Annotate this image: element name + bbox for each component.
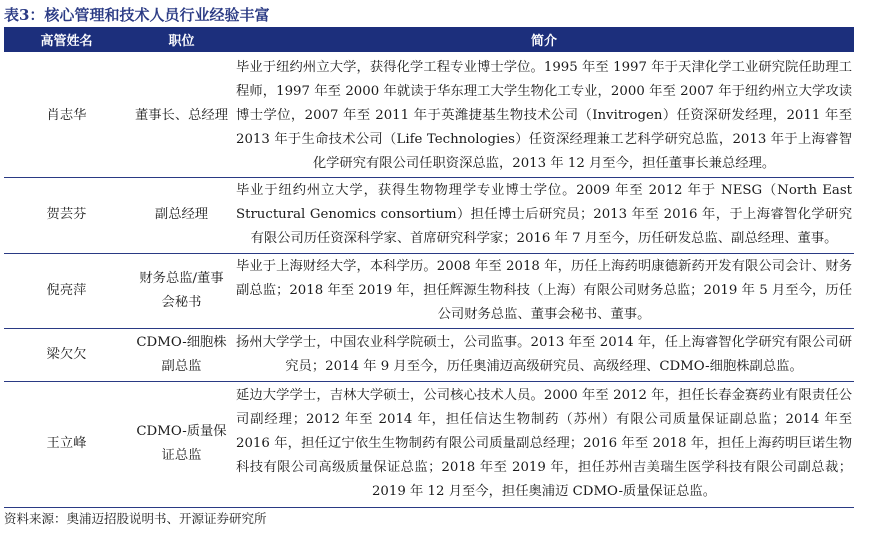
table-row [4, 328, 854, 381]
exec-name: 王立峰 [4, 381, 129, 507]
exec-intro: 毕业于上海财经大学，本科学历。2008 年至 2018 年，历任上海药明康德新药开发有限公司会计、财务副总监；2018 年至 2019 年，担任辉源生物科技（上海）有限公司财务总监；2019 年 5 月至今，历任公司财务总监、董事会秘书、董事。 [234, 253, 854, 328]
exec-intro: 毕业于纽约州立大学，获得化学工程专业博士学位。1995 年至 1997 年于天津化学工业研究院任助理工程师，1997 年至 2000 年就读于华东理工大学生物化工专业，2000 年至 2007 年于纽约州立大学攻读博士学位，2007 年至 2011 年于英潍捷基生物技术公司（Invitrogen）任资深研发经理，2011 年至 2013 年于生命技术公司（Life Technologies）任资深经理兼工艺科学研究总监，2013 年于上海睿智化学研究有限公司任职资深总监，2013 年 12 月至今，担任董事长兼总经理。 [234, 52, 854, 177]
exec-name: 肖志华 [4, 52, 129, 177]
table-title: 表3：核心管理和技术人员行业经验丰富 [4, 6, 270, 24]
header-intro: 简介 [234, 27, 854, 52]
exec-position: 董事长、总经理 [129, 52, 234, 177]
table-header-row [4, 27, 854, 52]
exec-position: CDMO-细胞株副总监 [129, 328, 234, 381]
exec-name: 贺芸芬 [4, 177, 129, 253]
header-name: 高管姓名 [4, 27, 129, 52]
exec-position: 副总经理 [129, 177, 234, 253]
executive-table [4, 27, 854, 508]
table-row [4, 381, 854, 507]
table-row [4, 253, 854, 328]
exec-name: 梁欠欠 [4, 328, 129, 381]
exec-position: CDMO-质量保证总监 [129, 381, 234, 507]
header-position: 职位 [129, 27, 234, 52]
exec-intro: 延边大学学士，吉林大学硕士，公司核心技术人员。2000 年至 2012 年，担任长春金赛药业有限责任公司副经理；2012 年至 2014 年，担任信达生物制药（苏州）有限公司质量保证副总监；2014 年至 2016 年，担任辽宁依生生物制药有限公司质量副总经理；2016 年至 2018 年，担任上海药明巨诺生物科技有限公司高级质量保证总监；2018 年至 2019 年，担任苏州吉美瑞生医学科技有限公司副总裁；2019 年 12 月至今，担任奥浦迈 CDMO-质量保证总监。 [234, 381, 854, 507]
table-row [4, 52, 854, 177]
exec-name: 倪亮萍 [4, 253, 129, 328]
source-note: 资料来源：奥浦迈招股说明书、开源证券研究所 [4, 511, 267, 526]
exec-position: 财务总监/董事会秘书 [129, 253, 234, 328]
exec-intro: 毕业于纽约州立大学，获得生物物理学专业博士学位。2009 年至 2012 年于 NESG（North East Structural Genomics consortium）担任博士后研究员；2013 年至 2016 年，于上海睿智化学研究有限公司历任资深科学家、首席研究科学家；2016 年 7 月至今，历任研发总监、副总经理、董事。 [234, 177, 854, 253]
exec-intro: 扬州大学学士，中国农业科学院硕士，公司监事。2013 年至 2014 年，任上海睿智化学研究有限公司研究员；2014 年 9 月至今，历任奥浦迈高级研究员、高级经理、CDMO-细胞株副总监。 [234, 328, 854, 381]
table-row [4, 177, 854, 253]
